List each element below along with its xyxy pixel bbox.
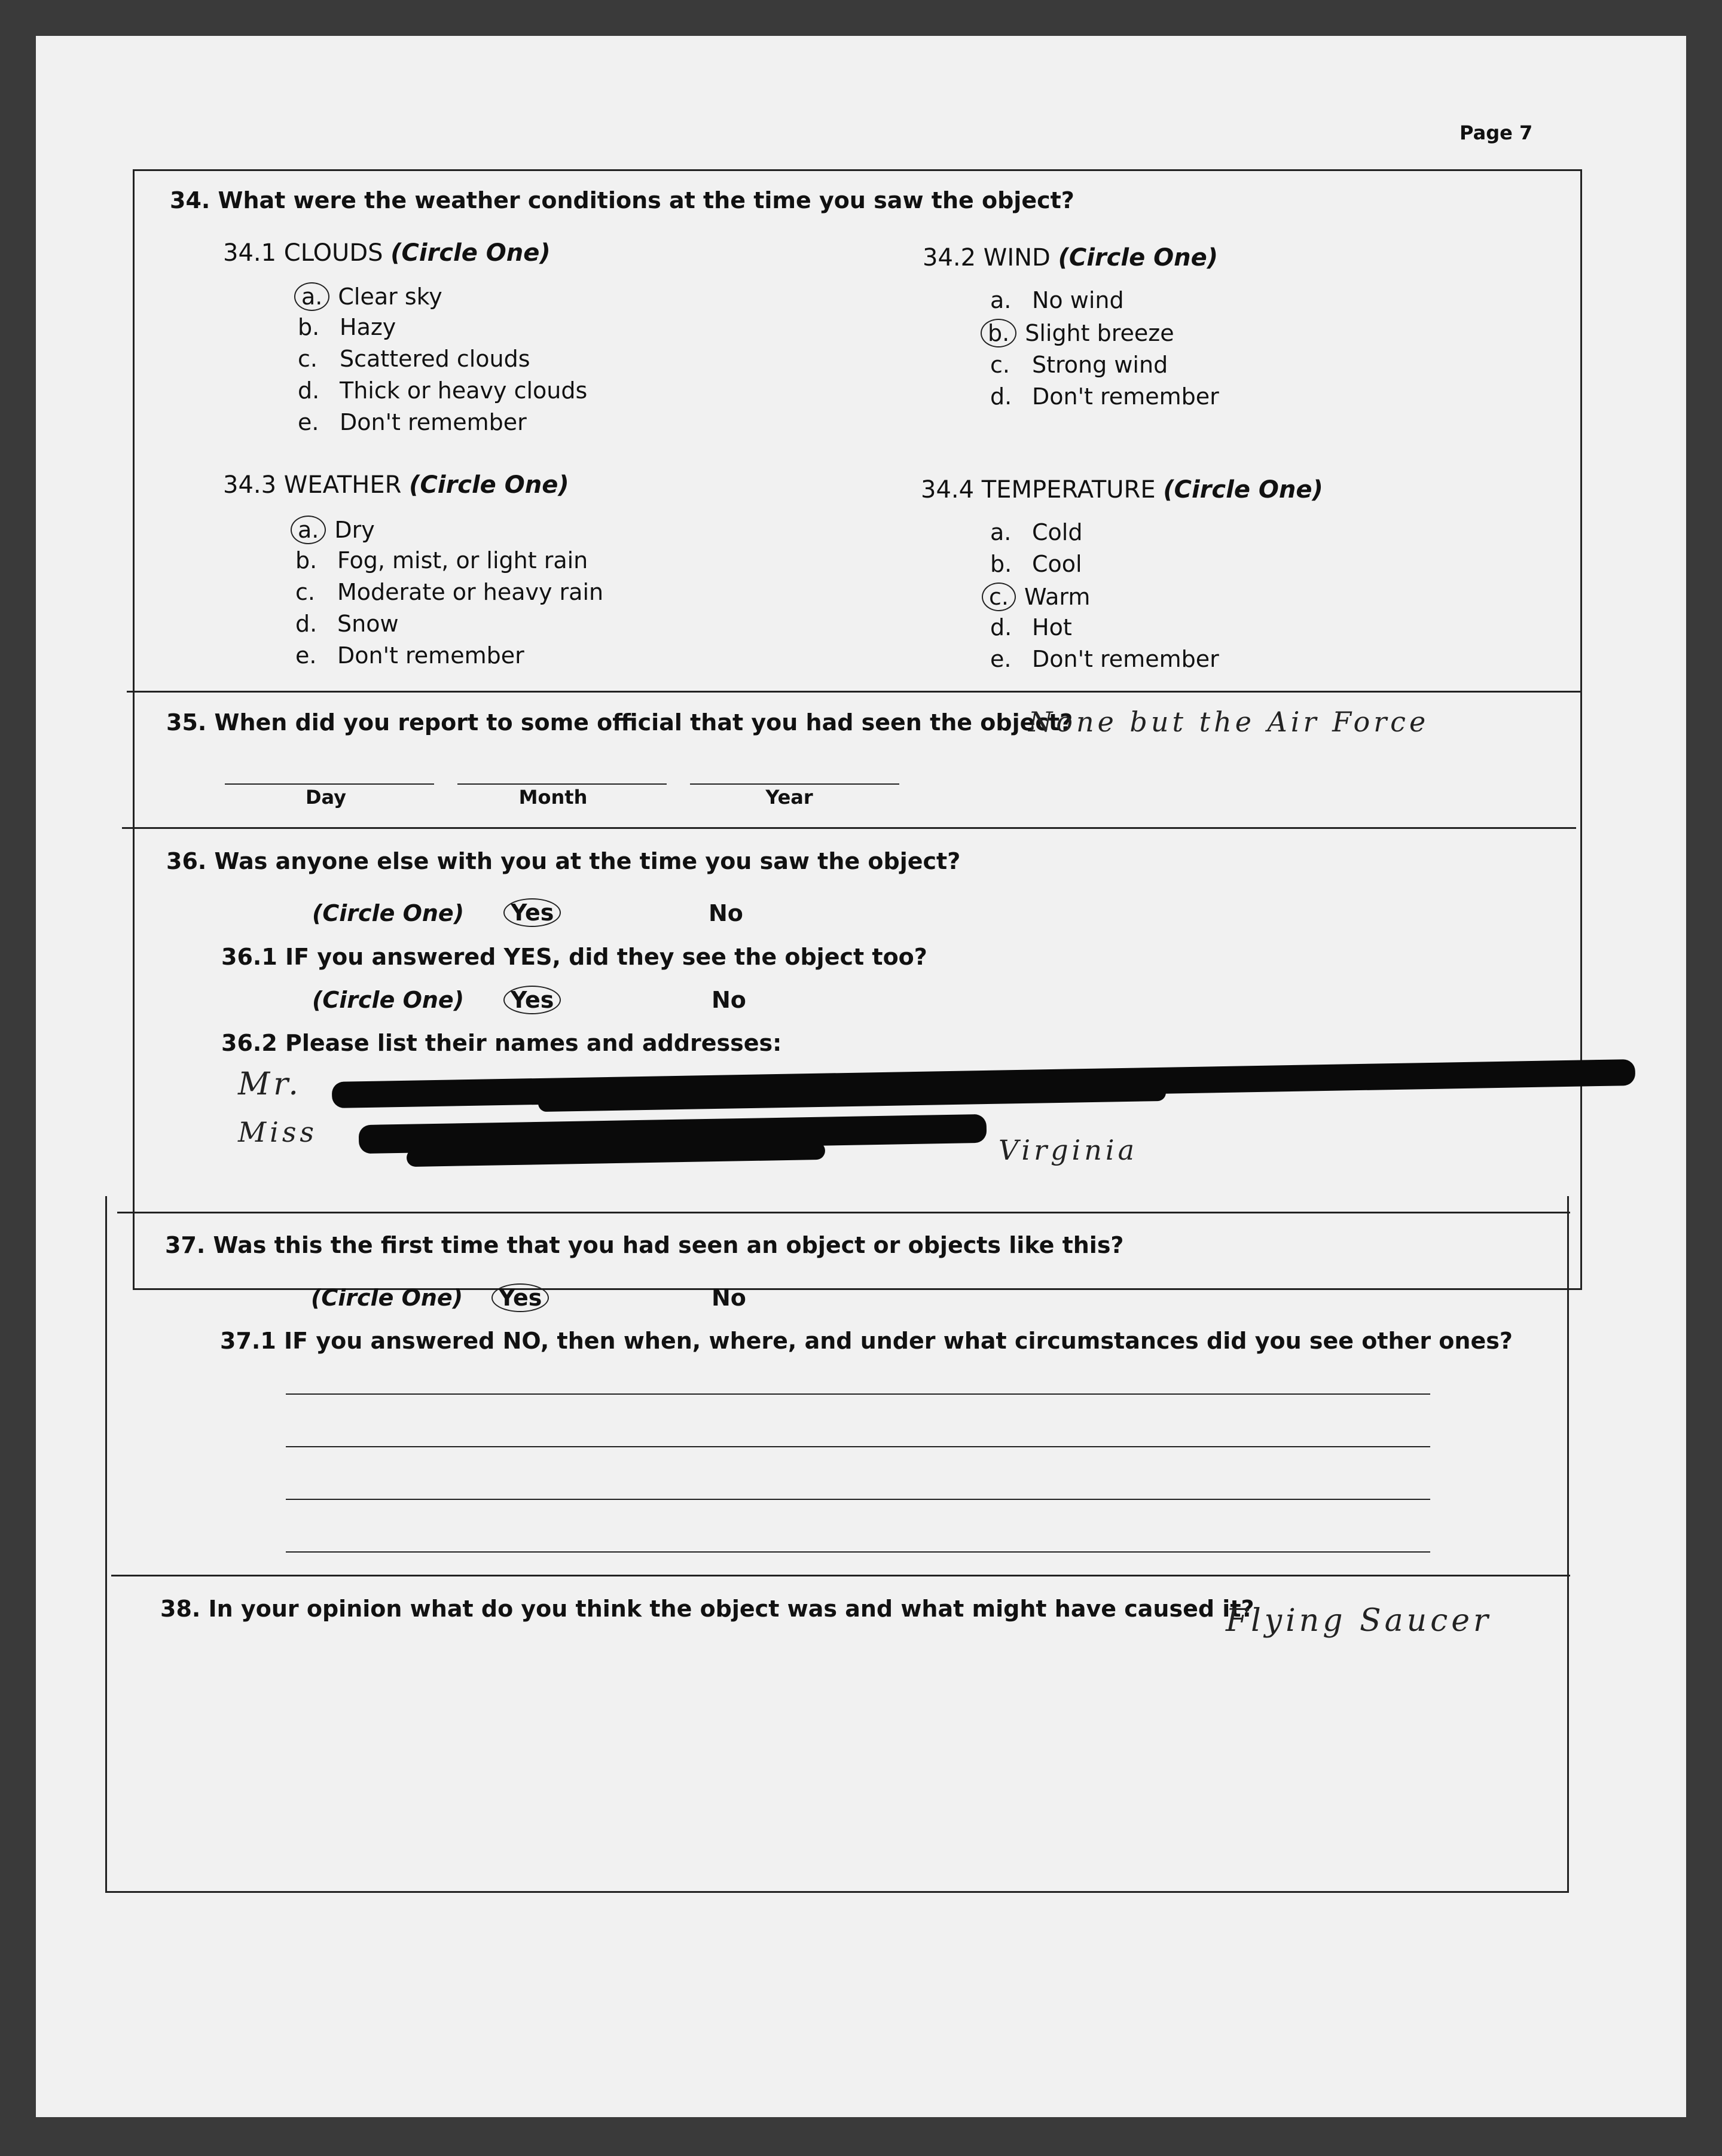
option-letter: d. (298, 377, 320, 404)
option-text: Cold (1032, 519, 1083, 545)
option-text: Don't remember (1032, 383, 1219, 410)
q38-handwritten-answer: Flying Saucer (1226, 1603, 1492, 1639)
option-letter: e. (295, 642, 317, 669)
option-text: Don't remember (340, 409, 527, 435)
option-letter: d. (295, 611, 317, 637)
q36-no-option[interactable]: No (709, 900, 743, 926)
answer-line[interactable] (286, 1551, 1430, 1553)
divider-34-35 (127, 691, 1581, 693)
weather-instruction: (Circle One) (409, 471, 569, 499)
option-letter: c. (295, 579, 315, 605)
wind-heading (923, 244, 1218, 272)
option-letter: b. (981, 319, 1016, 347)
option-letter: e. (990, 646, 1012, 672)
wind-option-a[interactable] (990, 287, 1124, 313)
option-text: Hot (1032, 614, 1072, 641)
q361-yes-option[interactable]: Yes (503, 986, 561, 1014)
option-text: Don't remember (337, 642, 524, 669)
wind-title: 34.2 WIND (923, 244, 1051, 272)
clouds-heading (223, 239, 551, 267)
option-text: Fog, mist, or light rain (337, 547, 588, 574)
wind-option-d[interactable] (990, 383, 1219, 410)
q35-handwritten-answer: None but the Air Force (1028, 706, 1430, 738)
clouds-option-b[interactable] (298, 314, 396, 340)
wind-instruction: (Circle One) (1058, 244, 1219, 272)
option-text: Don't remember (1032, 646, 1219, 672)
temperature-option-b[interactable] (990, 551, 1082, 577)
wind-option-b[interactable] (981, 319, 1174, 347)
temperature-option-c[interactable] (982, 583, 1090, 611)
option-letter: d. (990, 383, 1012, 410)
option-letter: c. (298, 346, 317, 372)
question-34: 34. What were the weather conditions at the time you saw the object? (170, 187, 1074, 214)
weather-heading (223, 471, 569, 499)
weather-option-a[interactable] (291, 516, 375, 544)
handwritten-name-1: Mr. (238, 1066, 302, 1102)
option-text: Clear sky (338, 283, 442, 310)
question-36-1: 36.1 IF you answered YES, did they see the object too? (221, 944, 927, 970)
question-37: 37. Was this the first time that you had seen an object or objects like this? (165, 1232, 1124, 1258)
q361-no-option[interactable]: No (712, 987, 746, 1013)
q361-circle-instruction: (Circle One) (312, 987, 465, 1013)
weather-title: 34.3 WEATHER (223, 471, 402, 499)
option-text: Slight breeze (1025, 320, 1174, 346)
question-35: 35. When did you report to some official that you had seen the object? (166, 709, 1073, 736)
option-text: Dry (334, 517, 375, 543)
weather-option-c[interactable] (295, 579, 603, 605)
day-caption: Day (305, 786, 347, 809)
year-blank[interactable] (690, 783, 899, 785)
question-37-1: 37.1 IF you answered NO, then when, where, and under what circumstances did you see other ones? (220, 1328, 1513, 1354)
year-caption: Year (765, 786, 813, 809)
weather-option-e[interactable] (295, 642, 524, 669)
q37-circle-instruction: (Circle One) (311, 1285, 463, 1311)
question-36-2: 36.2 Please list their names and addresses: (221, 1030, 782, 1056)
divider-36-37 (117, 1212, 1570, 1213)
answer-line[interactable] (286, 1393, 1430, 1395)
handwritten-state: Virginia (999, 1134, 1138, 1166)
option-letter: a. (990, 519, 1012, 545)
q36-yes-option[interactable]: Yes (503, 898, 561, 927)
option-letter: a. (291, 516, 326, 544)
question-36: 36. Was anyone else with you at the time you saw the object? (166, 848, 961, 874)
answer-line[interactable] (286, 1499, 1430, 1500)
option-text: Hazy (340, 314, 396, 340)
option-letter: a. (990, 287, 1012, 313)
option-letter: c. (982, 583, 1016, 611)
q37-yes-option[interactable]: Yes (491, 1283, 549, 1312)
clouds-title: 34.1 CLOUDS (223, 239, 383, 267)
q36-circle-instruction: (Circle One) (312, 900, 465, 926)
temperature-title: 34.4 TEMPERATURE (921, 476, 1156, 504)
option-text: Cool (1032, 551, 1082, 577)
answer-line[interactable] (286, 1446, 1430, 1447)
divider-35-36 (122, 827, 1576, 829)
clouds-option-e[interactable] (298, 409, 527, 435)
temperature-option-e[interactable] (990, 646, 1219, 672)
option-letter: b. (298, 314, 320, 340)
option-letter: a. (294, 282, 329, 311)
clouds-option-a[interactable] (294, 282, 442, 311)
month-blank[interactable] (457, 783, 667, 785)
option-letter: b. (990, 551, 1012, 577)
divider-37-38 (111, 1575, 1570, 1576)
clouds-option-c[interactable] (298, 346, 530, 372)
temperature-option-a[interactable] (990, 519, 1082, 545)
option-letter: b. (295, 547, 317, 574)
month-caption: Month (518, 786, 588, 809)
clouds-instruction: (Circle One) (390, 239, 551, 267)
option-text: Thick or heavy clouds (340, 377, 588, 404)
option-text: Moderate or heavy rain (337, 579, 604, 605)
option-letter: e. (298, 409, 319, 435)
handwritten-name-2: Miss (238, 1116, 318, 1148)
temperature-heading (921, 476, 1323, 504)
option-text: No wind (1032, 287, 1124, 313)
option-text: Warm (1024, 584, 1091, 610)
option-text: Strong wind (1032, 352, 1168, 378)
page-number: Page 7 (1460, 121, 1533, 144)
option-text: Snow (337, 611, 399, 637)
option-letter: c. (990, 352, 1010, 378)
clouds-option-d[interactable] (298, 377, 587, 404)
weather-option-b[interactable] (295, 547, 588, 574)
option-text: Scattered clouds (340, 346, 530, 372)
q37-no-option[interactable]: No (712, 1285, 746, 1311)
day-blank[interactable] (225, 783, 434, 785)
temperature-instruction: (Circle One) (1163, 476, 1323, 504)
wind-option-c[interactable] (990, 352, 1168, 378)
question-38: 38. In your opinion what do you think the object was and what might have caused it? (160, 1596, 1254, 1622)
weather-option-d[interactable] (295, 611, 399, 637)
option-letter: d. (990, 614, 1012, 641)
temperature-option-d[interactable] (990, 614, 1072, 641)
